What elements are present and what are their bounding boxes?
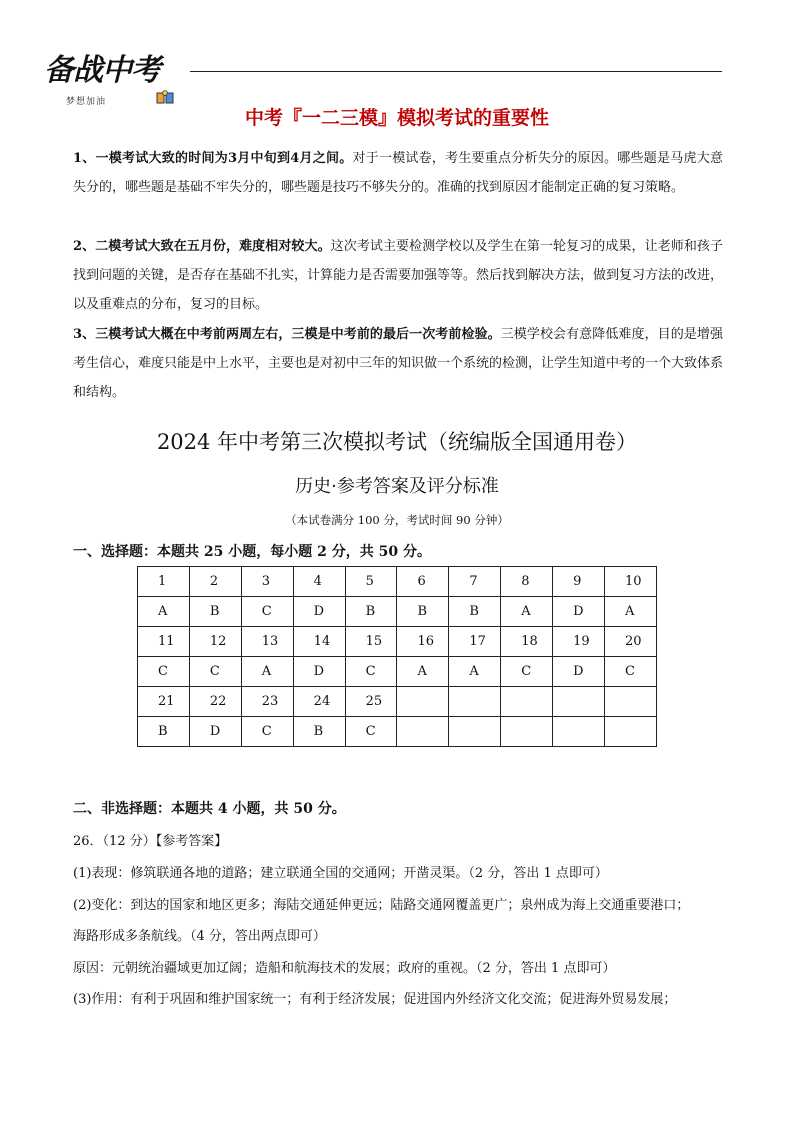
intro-text: 这次考试主要检测学校以及学生在第一轮复习的成果，让老师和孩子找到问题的关键，是否存在基础不扎实，计算能力是否需要加强等等。然后找到解决方法，做到复习方法的改进，以及重难点的分布，复习的目标。 — [73, 239, 724, 312]
answer-table-cell: C — [345, 717, 397, 747]
answer-table-cell — [553, 687, 605, 717]
answer-table-row — [138, 597, 657, 627]
answer-table-cell: D — [293, 657, 345, 687]
intro-text: 三模学校会有意降低难度，目的是增强考生信心，难度只能是中上水平，主要也是对初中三年的知识做一个系统的检测，让学生知道中考的一个大致体系和结构。 — [73, 327, 724, 400]
answer-line: 海路形成多条航线。（4 分，答出两点即可） — [73, 929, 326, 944]
answer-table-row — [138, 627, 657, 657]
answer-table-cell: D — [293, 597, 345, 627]
answer-table-cell: 3 — [241, 567, 293, 597]
answer-table-cell: 10 — [605, 567, 657, 597]
answer-table-cell: A — [138, 597, 190, 627]
answer-table-cell: 1 — [138, 567, 190, 597]
header-rule — [190, 71, 722, 72]
answer-table-cell: 25 — [345, 687, 397, 717]
answer-table-cell: B — [449, 597, 501, 627]
answer-table-cell — [501, 687, 553, 717]
answer-table-cell: B — [293, 717, 345, 747]
question-26-heading: 26．（12 分）【参考答案】 — [73, 834, 228, 849]
answer-table-cell: 2 — [189, 567, 241, 597]
section2-heading: 二、非选择题：本题共 4 小题，共 50 分。 — [73, 801, 346, 817]
answer-table-cell: B — [345, 597, 397, 627]
answer-table-cell: A — [605, 597, 657, 627]
answer-table-cell — [397, 687, 449, 717]
answer-table-cell: 4 — [293, 567, 345, 597]
answer-table-cell: 20 — [605, 627, 657, 657]
intro-bold: 3、三模考试大概在中考前两周左右，三模是中考前的最后一次考前检验。 — [73, 327, 501, 342]
answer-line: (2)变化：到达的国家和地区更多；海陆交通延伸更远；陆路交通网覆盖更广；泉州成为海上交通重要港口； — [73, 898, 690, 913]
section1-heading: 一、选择题：本题共 25 小题，每小题 2 分，共 50 分。 — [73, 544, 431, 560]
answer-table-cell: 8 — [501, 567, 553, 597]
answer-table-cell: 21 — [138, 687, 190, 717]
answer-table-cell: C — [189, 657, 241, 687]
book-icon — [156, 90, 174, 104]
answer-table-cell: 17 — [449, 627, 501, 657]
answer-table-cell: B — [189, 597, 241, 627]
logo-text: 备战中考 — [44, 53, 160, 88]
answer-table-cell: 23 — [241, 687, 293, 717]
answer-table-cell: B — [138, 717, 190, 747]
answer-table-cell — [501, 717, 553, 747]
answer-table-cell: D — [553, 597, 605, 627]
answer-table-cell: A — [397, 657, 449, 687]
answer-table-row — [138, 567, 657, 597]
exam-title: 2024 年中考第三次模拟考试（统编版全国通用卷） — [156, 430, 638, 454]
answer-table-cell: A — [241, 657, 293, 687]
answer-table-cell: C — [605, 657, 657, 687]
intro-paragraph-3 — [73, 320, 723, 407]
intro-bold: 2、二模考试大致在五月份，难度相对较大。 — [73, 239, 331, 254]
answer-table-row — [138, 717, 657, 747]
answer-line: (3)作用：有利于巩固和维护国家统一；有利于经济发展；促进国内外经济文化交流；促进海外贸易发展； — [73, 992, 677, 1007]
answer-table-cell — [397, 717, 449, 747]
answer-table-cell: 22 — [189, 687, 241, 717]
answer-table-cell: 16 — [397, 627, 449, 657]
answer-table-cell: 5 — [345, 567, 397, 597]
answer-table — [137, 566, 657, 747]
answer-table-cell — [449, 717, 501, 747]
answer-table-row — [138, 657, 657, 687]
banner-title: 中考『一二三模』模拟考试的重要性 — [244, 107, 549, 129]
answer-table-cell: D — [189, 717, 241, 747]
answer-table-cell: 12 — [189, 627, 241, 657]
answer-table-cell — [605, 717, 657, 747]
exam-subtitle: 历史·参考答案及评分标准 — [295, 476, 499, 497]
intro-bold: 1、一模考试大致的时间为3月中旬到4月之间。 — [73, 151, 353, 166]
answer-table-cell: 18 — [501, 627, 553, 657]
answer-line: (1)表现：修筑联通各地的道路；建立联通全国的交通网；开凿灵渠。（2 分，答出 1 点即可） — [73, 866, 608, 881]
answer-table-cell: 13 — [241, 627, 293, 657]
answer-table-cell — [605, 687, 657, 717]
answer-table-cell: 7 — [449, 567, 501, 597]
intro-paragraph-1 — [73, 144, 723, 202]
answer-table-cell: C — [501, 657, 553, 687]
answer-table-cell: 11 — [138, 627, 190, 657]
answer-table-row — [138, 687, 657, 717]
answer-table-cell: 6 — [397, 567, 449, 597]
exam-note: （本试卷满分 100 分，考试时间 90 分钟） — [285, 513, 509, 527]
answer-table-cell: C — [241, 717, 293, 747]
answer-table-cell: 19 — [553, 627, 605, 657]
answer-table-cell: B — [397, 597, 449, 627]
answer-table-cell: C — [345, 657, 397, 687]
answer-table-cell: 14 — [293, 627, 345, 657]
answer-table-cell: 15 — [345, 627, 397, 657]
answer-table-cell: C — [241, 597, 293, 627]
logo-subtitle: 梦想加油 — [66, 97, 107, 107]
intro-paragraph-2 — [73, 232, 723, 319]
answer-table-cell: D — [553, 657, 605, 687]
answer-table-cell — [449, 687, 501, 717]
intro-text: 对于一模试卷，考生要重点分析失分的原因。哪些题是马虎大意失分的，哪些题是基础不牢失分的，哪些题是技巧不够失分的。准确的找到原因才能制定正确的复习策略。 — [73, 151, 723, 195]
answer-line: 原因：元朝统治疆域更加辽阔；造船和航海技术的发展；政府的重视。（2 分，答出 1 点即可） — [73, 961, 616, 976]
answer-table-cell: C — [138, 657, 190, 687]
answer-table-cell: A — [501, 597, 553, 627]
answer-table-cell: 9 — [553, 567, 605, 597]
answer-table-cell: 24 — [293, 687, 345, 717]
answer-table-cell — [553, 717, 605, 747]
answer-table-cell: A — [449, 657, 501, 687]
